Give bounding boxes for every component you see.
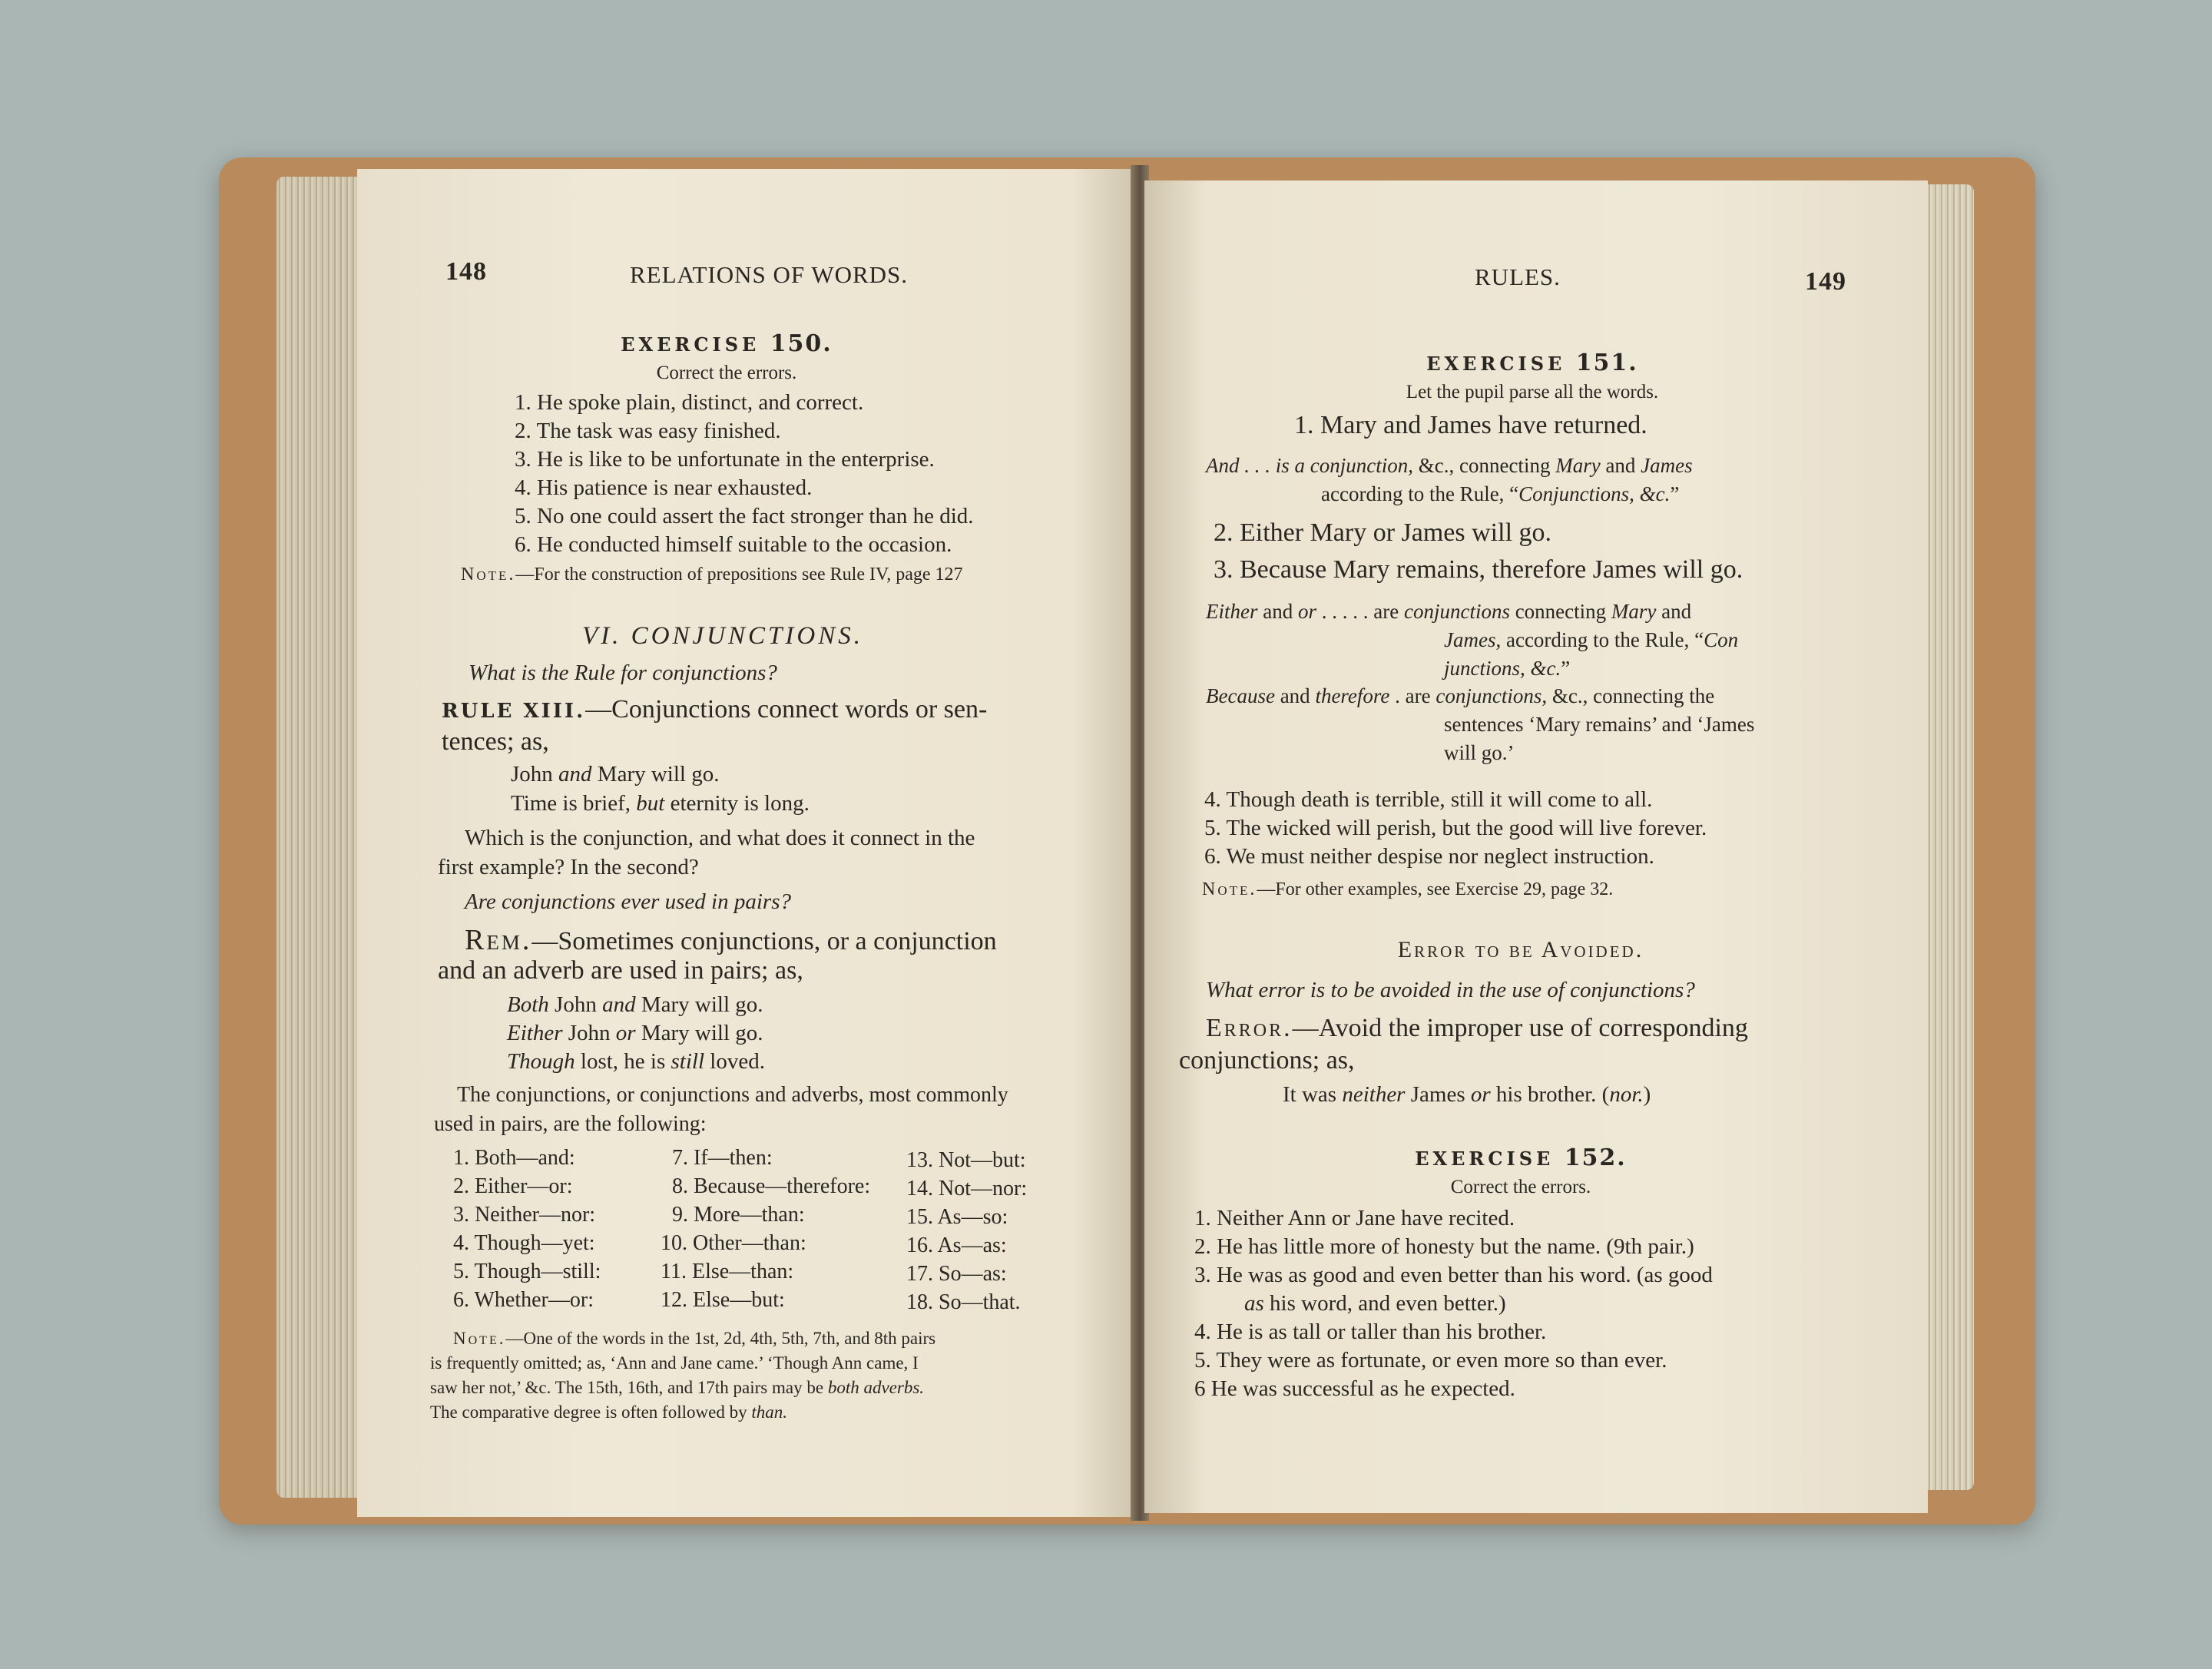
pair-item: 12. Else—but: bbox=[661, 1288, 785, 1312]
running-head-right: RULES. bbox=[1475, 263, 1561, 290]
exercise-151-item: 2. Either Mary or James will go. bbox=[1214, 518, 1552, 547]
exercise-151-item: 5. The wicked will perish, but the good will live forever. bbox=[1204, 816, 1707, 840]
exercise-152-item: 5. They were as fortunate, or even more so than ever. bbox=[1194, 1348, 1667, 1373]
pair-item: 7. If—then: bbox=[672, 1146, 773, 1170]
exercise-150-title: EXERCISE 150. bbox=[621, 330, 833, 357]
exercise-150-item: 6. He conducted himself suitable to the occasion. bbox=[515, 532, 952, 557]
question-rule: What is the Rule for conjunctions? bbox=[469, 661, 777, 685]
exercise-150-note: Note.—For the construction of prepositions see Rule IV, page 127 bbox=[461, 565, 963, 584]
note-2: Note.—One of the words in the 1st, 2d, 4th, 5th, 7th, and 8th pairs bbox=[453, 1329, 936, 1348]
error-rule: Error.—Avoid the improper use of corresponding bbox=[1206, 1014, 1748, 1042]
exercise-150-item: 2. The task was easy finished. bbox=[515, 419, 781, 443]
error-heading: Error to be Avoided. bbox=[1397, 937, 1644, 962]
page-number-149: 149 bbox=[1805, 267, 1846, 296]
exercise-152-item: 3. He was as good and even better than his word. (as good bbox=[1194, 1263, 1713, 1287]
rem-line: Rem.—Sometimes conjunctions, or a conjunction bbox=[465, 924, 997, 956]
parse-line-cont: according to the Rule, “Conjunctions, &c.” bbox=[1321, 482, 1680, 505]
exercise-151-note: Note.—For other examples, see Exercise 29, page 32. bbox=[1202, 879, 1614, 899]
exercise-151-item: 1. Mary and James have returned. bbox=[1294, 411, 1647, 439]
pair-item: 9. More—than: bbox=[672, 1203, 805, 1227]
pair-item: 17. So—as: bbox=[906, 1262, 1007, 1286]
rule-xiii: RULE XIII.—Conjunctions connect words or sen- bbox=[442, 695, 988, 724]
pair-item: 8. Because—therefore: bbox=[672, 1174, 871, 1198]
pair-item: 1. Both—and: bbox=[453, 1146, 575, 1170]
parse-line: Either and or . . . . . are conjunctions connecting Mary and bbox=[1206, 600, 1692, 623]
note-2-cont: The comparative degree is often followed by than. bbox=[430, 1402, 787, 1422]
left-page bbox=[357, 169, 1134, 1517]
pair-item: 2. Either—or: bbox=[453, 1174, 573, 1198]
exercise-152-item: 4. He is as tall or taller than his brother. bbox=[1194, 1320, 1547, 1344]
right-page bbox=[1144, 180, 1928, 1513]
pair-item: 5. Though—still: bbox=[453, 1260, 601, 1283]
pair-item: 6. Whether—or: bbox=[453, 1288, 594, 1312]
common-pairs-intro: The conjunctions, or conjunctions and adverbs, most commonly bbox=[457, 1083, 1008, 1107]
note-2-cont: saw her not,’ &c. The 15th, 16th, and 17th pairs may be both adverbs. bbox=[430, 1378, 925, 1397]
rem-line-cont: and an adverb are used in pairs; as, bbox=[438, 956, 803, 985]
pair-item: 13. Not—but: bbox=[906, 1148, 1026, 1172]
parse-line: And . . . is a conjunction, &c., connecting Mary and James bbox=[1206, 454, 1693, 477]
exercise-152-item-cont: as his word, and even better.) bbox=[1244, 1291, 1506, 1316]
pair-item: 16. As—as: bbox=[906, 1234, 1007, 1257]
parse-line-cont: will go.’ bbox=[1444, 741, 1515, 764]
exercise-150-item: 5. No one could assert the fact stronger than he did. bbox=[515, 504, 974, 528]
error-question: What error is to be avoided in the use of conjunctions? bbox=[1206, 978, 1695, 1002]
section-heading-conjunctions: VI. CONJUNCTIONS. bbox=[582, 622, 863, 650]
exercise-151-instruction: Let the pupil parse all the words. bbox=[1406, 382, 1659, 402]
pair-example: Though lost, he is still loved. bbox=[507, 1049, 765, 1074]
exercise-152-item: 2. He has little more of honesty but the name. (9th pair.) bbox=[1194, 1234, 1694, 1259]
parse-line-cont: James, according to the Rule, “Con bbox=[1444, 628, 1739, 651]
pair-example: Both John and Mary will go. bbox=[507, 992, 763, 1017]
exercise-152-item: 6 He was successful as he expected. bbox=[1194, 1376, 1515, 1401]
common-pairs-intro-cont: used in pairs, are the following: bbox=[434, 1112, 707, 1136]
exercise-151-item: 4. Though death is terrible, still it will come to all. bbox=[1204, 787, 1653, 812]
parse-line: Because and therefore . are conjunctions, &c., connecting the bbox=[1206, 684, 1715, 707]
pair-item: 11. Else—than: bbox=[661, 1260, 794, 1283]
page-number-148: 148 bbox=[445, 257, 487, 286]
pair-item: 4. Though—yet: bbox=[453, 1231, 595, 1255]
error-rule-cont: conjunctions; as, bbox=[1179, 1046, 1355, 1075]
pair-example: Either John or Mary will go. bbox=[507, 1021, 763, 1045]
exercise-152-item: 1. Neither Ann or Jane have recited. bbox=[1194, 1206, 1515, 1230]
question-pairs: Are conjunctions ever used in pairs? bbox=[465, 889, 791, 914]
exercise-152-instruction: Correct the errors. bbox=[1450, 1177, 1591, 1197]
error-example: It was neither James or his brother. (nor.) bbox=[1283, 1082, 1651, 1107]
pair-item: 15. As—so: bbox=[906, 1205, 1008, 1229]
running-head-left: RELATIONS OF WORDS. bbox=[630, 261, 909, 288]
exercise-150-item: 3. He is like to be unfortunate in the enterprise. bbox=[515, 447, 935, 472]
parse-line-cont: junctions, &c.” bbox=[1444, 657, 1571, 680]
exercise-151-title: EXERCISE 151. bbox=[1426, 349, 1638, 376]
example-line: Time is brief, but eternity is long. bbox=[511, 791, 810, 816]
exercise-152-title: EXERCISE 152. bbox=[1415, 1144, 1627, 1171]
page-edges-right bbox=[1920, 184, 1974, 1490]
exercise-151-item: 6. We must neither despise nor neglect instruction. bbox=[1204, 844, 1654, 869]
note-2-cont: is frequently omitted; as, ‘Ann and Jane came.’ ‘Though Ann came, I bbox=[430, 1353, 919, 1373]
exercise-151-item: 3. Because Mary remains, therefore James will go. bbox=[1214, 555, 1743, 584]
which-question-cont: first example? In the second? bbox=[438, 855, 699, 879]
pair-item: 18. So—that. bbox=[906, 1290, 1021, 1314]
pair-item: 14. Not—nor: bbox=[906, 1177, 1028, 1200]
exercise-150-item: 1. He spoke plain, distinct, and correct. bbox=[515, 390, 864, 415]
which-question: Which is the conjunction, and what does it connect in the bbox=[465, 826, 975, 850]
example-line: John and Mary will go. bbox=[511, 762, 720, 786]
pair-item: 10. Other—than: bbox=[661, 1231, 806, 1255]
exercise-150-instruction: Correct the errors. bbox=[656, 363, 797, 383]
parse-line-cont: sentences ‘Mary remains’ and ‘James bbox=[1444, 713, 1755, 736]
pair-item: 3. Neither—nor: bbox=[453, 1203, 596, 1227]
exercise-150-item: 4. His patience is near exhausted. bbox=[515, 475, 813, 500]
rule-xiii-cont: tences; as, bbox=[442, 727, 549, 756]
